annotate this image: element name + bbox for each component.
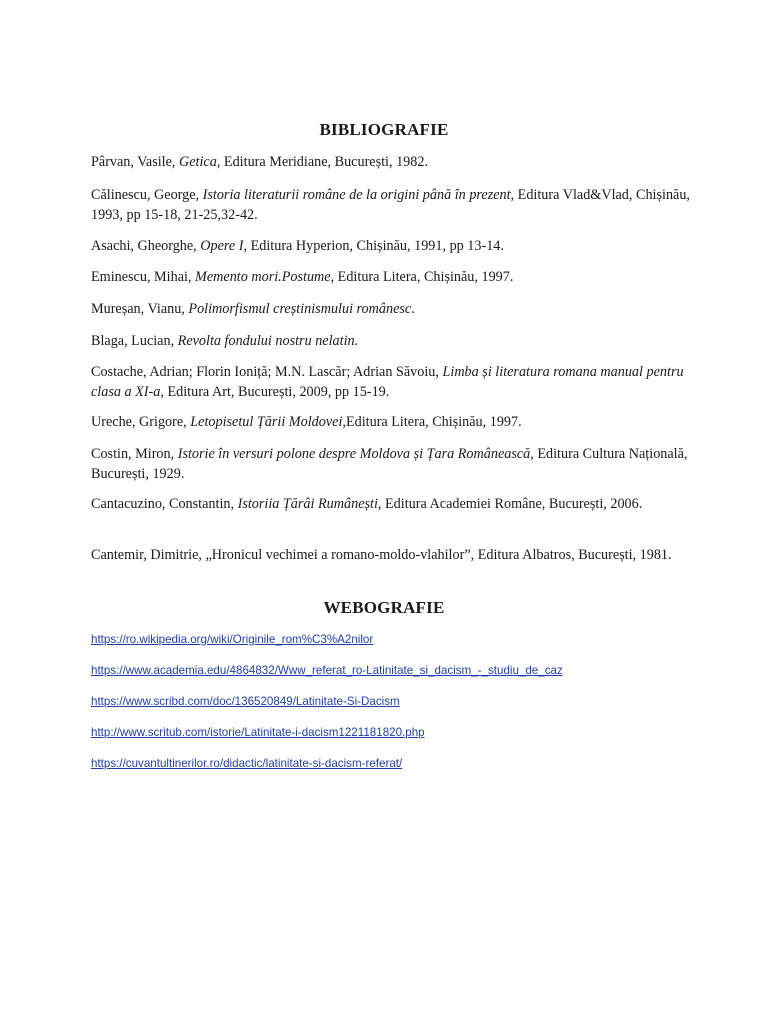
bibliography-entry — [91, 267, 691, 287]
bibliography-entry — [91, 331, 691, 351]
bibliography-entry — [91, 152, 691, 172]
webography-link[interactable]: http://www.scritub.com/istorie/Latinitate-i-dacism1221181820.php — [91, 726, 425, 739]
entry-title: Limba și literatura romana manual pentru clasa a XI-a — [91, 364, 684, 400]
entry-title: Revolta fondului nostru nelatin. — [177, 333, 359, 349]
entry-title: Opere I, — [200, 238, 248, 254]
entry-author: Costache, Adrian; Florin Ioniță; M.N. Lascăr; Adrian Săvoiu, — [91, 364, 443, 380]
bibliography-entry — [91, 185, 691, 225]
bibliography-entry — [91, 494, 691, 514]
entry-title: Istoriia Țărâi Rumânești, — [237, 496, 382, 512]
entry-details: , Editura Vlad&Vlad, Chișinău, 1993, pp 15-18, 21-25,32-42. — [91, 187, 690, 223]
webography-link[interactable]: https://cuvantultinerilor.ro/didactic/latinitate-si-dacism-referat/ — [91, 757, 403, 770]
entry-details: , Editura Litera, Chișinău, 1997. — [330, 269, 514, 285]
entry-title: Istorie în versuri polone despre Moldova și Țara Românească — [177, 446, 531, 462]
entry-title: Istoria literaturii române de la origini până în prezent — [202, 187, 511, 203]
entry-details: . — [411, 301, 415, 317]
entry-title: Letopisetul Țării Moldovei, — [190, 414, 346, 430]
entry-title: Memento mori.Postume — [195, 269, 331, 285]
bibliography-entry — [91, 444, 691, 484]
entry-author: Eminescu, Mihai, — [91, 269, 196, 285]
entry-author: Cantacuzino, Constantin, — [91, 496, 238, 512]
bibliography-entry — [91, 299, 691, 319]
bibliography-entry — [91, 236, 691, 256]
entry-title: Polimorfismul creștinismului românesc — [188, 301, 412, 317]
entry-details: , Editura Cultura Națională, București, 1929. — [91, 446, 688, 482]
webography-link[interactable]: https://www.academia.edu/4864832/Www_referat_ro-Latinitate_si_dacism_-_studiu_de_caz — [91, 664, 563, 677]
bibliography-heading: BIBLIOGRAFIE — [319, 120, 449, 139]
entry-author: Blaga, Lucian, — [91, 333, 178, 349]
entry-author: Mureșan, Vianu, — [91, 301, 189, 317]
bibliography-entry — [91, 362, 691, 402]
entry-author: Costin, Miron, — [91, 446, 178, 462]
webography-link[interactable]: https://www.scribd.com/doc/136520849/Latinitate-Si-Dacism — [91, 695, 400, 708]
entry-author: Ureche, Grigore, — [91, 414, 191, 430]
webography-heading: WEBOGRAFIE — [323, 598, 445, 617]
entry-author: Cantemir, Dimitrie, „Hronicul vechimei a romano-moldo-vlahilor”, Editura Albatros, București, 1981. — [91, 547, 672, 563]
entry-author: Pârvan, Vasile, — [91, 154, 179, 170]
webography-link[interactable]: https://ro.wikipedia.org/wiki/Originile_rom%C3%A2nilor — [91, 633, 374, 646]
entry-author: Asachi, Gheorghe, — [91, 238, 201, 254]
entry-details: Editura Hyperion, Chișinău, 1991, pp 13-14. — [247, 238, 504, 254]
entry-author: Călinescu, George, — [91, 187, 203, 203]
entry-title: Getica, — [179, 154, 221, 170]
bibliography-entry — [91, 412, 691, 432]
entry-details: Editura Academiei Române, București, 2006. — [381, 496, 643, 512]
entry-details: Editura Meridiane, București, 1982. — [220, 154, 429, 170]
bibliography-entry — [91, 545, 691, 565]
entry-details: Editura Litera, Chișinău, 1997. — [345, 414, 522, 430]
entry-details: , Editura Art, București, 2009, pp 15-19. — [160, 384, 390, 400]
